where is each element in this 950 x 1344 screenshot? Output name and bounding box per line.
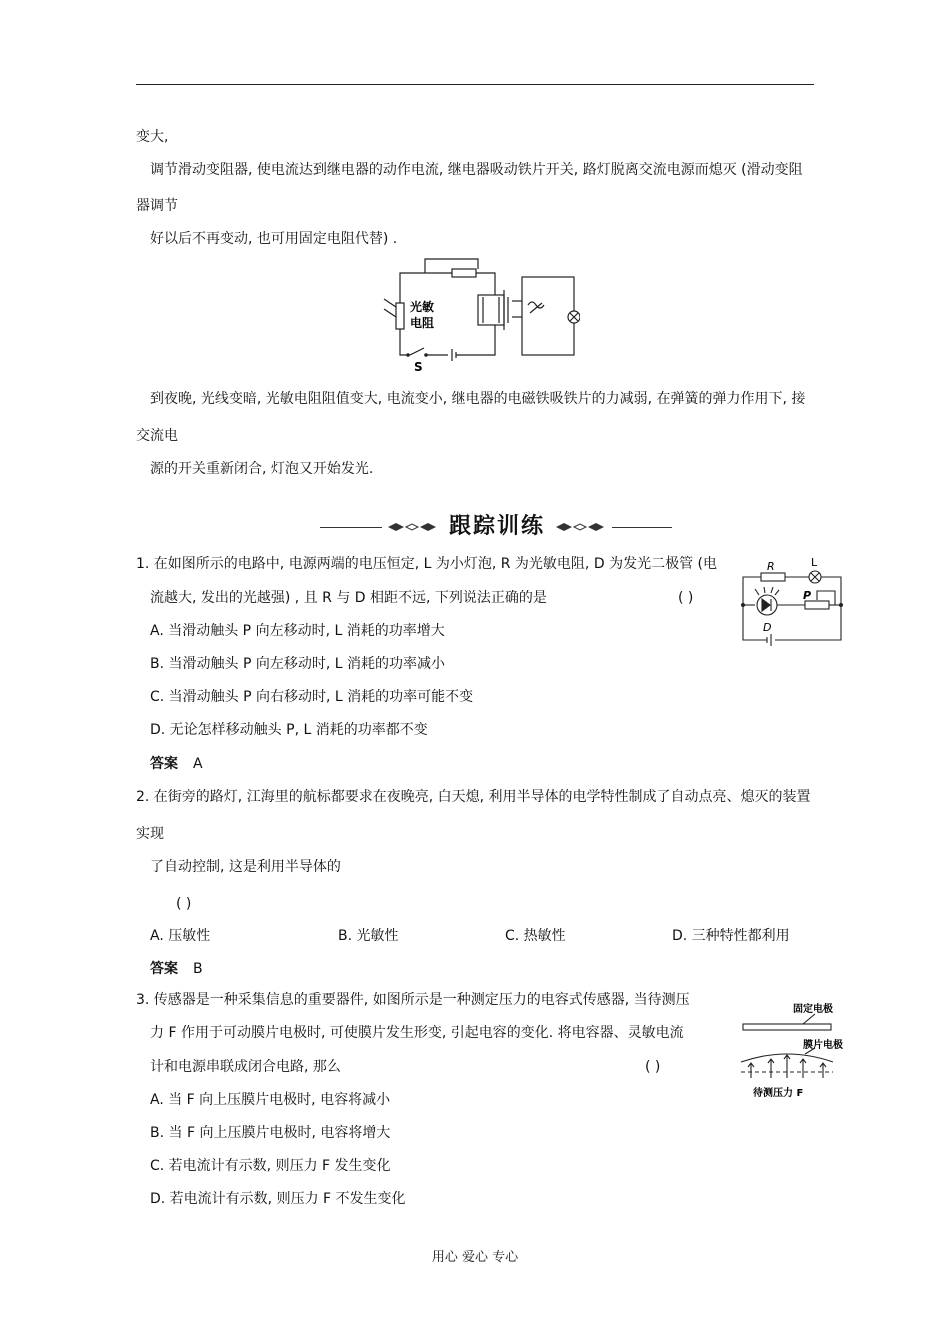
q2-option-b: B. 光敏性 — [338, 928, 399, 944]
label-l: L — [811, 556, 818, 569]
photoresistor-label-top: 光敏 — [410, 300, 435, 314]
section-title — [320, 512, 672, 542]
q1-circuit-figure — [735, 555, 853, 650]
pressure-force-label: 待测压力 F — [753, 1088, 804, 1099]
q3-option-c: C. 若电流计有示数, 则压力 F 发生变化 — [150, 1158, 391, 1174]
q1-line: 1. 在如图所示的电路中, 电源两端的电压恒定, L 为小灯泡, R 为光敏电阻, D 为发光二极管 (电 — [136, 556, 717, 572]
text-line: 器调节 — [136, 198, 178, 214]
header-rule — [136, 84, 814, 85]
q2-option-a: A. 压敏性 — [150, 928, 211, 944]
q2-answer-label: 答案 — [150, 961, 178, 977]
q2-answer-value: B — [193, 961, 203, 977]
text-line: 到夜晚, 光线变暗, 光敏电阻阻值变大, 电流变小, 继电器的电磁铁吸铁片的力减弱, 在弹簧的弹力作用下, 接 — [150, 391, 806, 407]
q2-line: 2. 在街旁的路灯, 江海里的航标都要求在夜晚亮, 白天熄, 利用半导体的电学特性制成了自动点亮、熄灭的装置 — [136, 789, 811, 805]
title-rule-left — [320, 527, 382, 528]
q1-option-b: B. 当滑动触头 P 向左移动时, L 消耗的功率减小 — [150, 656, 445, 672]
text-line: 好以后不再变动, 也可用固定电阻代替) . — [150, 231, 398, 247]
q2-answer-paren: ( ) — [176, 896, 192, 912]
q3-answer-paren: ( ) — [645, 1059, 661, 1075]
title-rule-right — [612, 527, 672, 528]
q1-line: 流越大, 发出的光越强) , 且 R 与 D 相距不远, 下列说法正确的是 — [150, 590, 547, 606]
switch-label: S — [414, 360, 423, 374]
q3-option-d: D. 若电流计有示数, 则压力 F 不发生变化 — [150, 1191, 406, 1207]
photoresistor-label-bottom: 电阻 — [410, 316, 435, 330]
membrane-electrode-label: 膜片电极 — [803, 1040, 843, 1051]
title-ornament-right — [552, 521, 610, 533]
label-d: D — [763, 621, 772, 634]
q3-option-a: A. 当 F 向上压膜片电极时, 电容将减小 — [150, 1092, 391, 1108]
q2-option-d: D. 三种特性都利用 — [672, 928, 790, 944]
q1-option-a: A. 当滑动触头 P 向左移动时, L 消耗的功率增大 — [150, 623, 445, 639]
q3-line: 3. 传感器是一种采集信息的重要器件, 如图所示是一种测定压力的电容式传感器, 当待测压 — [136, 992, 690, 1008]
q2-line: 了自动控制, 这是利用半导体的 — [150, 859, 341, 875]
q1-answer-label: 答案 — [150, 756, 178, 772]
q3-option-b: B. 当 F 向上压膜片电极时, 电容将增大 — [150, 1125, 391, 1141]
text-line: 调节滑动变阻器, 使电流达到继电器的动作电流, 继电器吸动铁片开关, 路灯脱离交流电源而熄灭 (滑动变阻 — [150, 162, 803, 178]
fixed-electrode-label: 固定电极 — [793, 1004, 833, 1015]
page-footer: 用心 爱心 专心 — [431, 1250, 519, 1265]
text-line: 交流电 — [136, 428, 178, 444]
q3-line: 计和电源串联成闭合电路, 那么 — [150, 1059, 341, 1075]
q2-line: 实现 — [136, 826, 164, 842]
text-line: 源的开关重新闭合, 灯泡又开始发光. — [150, 461, 374, 477]
text-line: 变大, — [136, 129, 169, 145]
label-r: R — [767, 560, 775, 573]
q2-option-c: C. 热敏性 — [505, 928, 566, 944]
q1-option-d: D. 无论怎样移动触头 P, L 消耗的功率都不变 — [150, 722, 428, 738]
q1-answer-paren: ( ) — [678, 590, 694, 606]
title-ornament-left — [384, 521, 442, 533]
relay-circuit-figure — [380, 255, 580, 375]
q3-capacitor-figure — [735, 998, 860, 1103]
q1-answer-value: A — [193, 756, 203, 772]
q3-line: 力 F 作用于可动膜片电极时, 可使膜片发生形变, 引起电容的变化. 将电容器、灵敏电流 — [150, 1025, 684, 1041]
label-p: P — [803, 589, 812, 602]
section-title-text: 跟踪训练 — [448, 514, 545, 539]
q1-option-c: C. 当滑动触头 P 向右移动时, L 消耗的功率可能不变 — [150, 689, 474, 705]
